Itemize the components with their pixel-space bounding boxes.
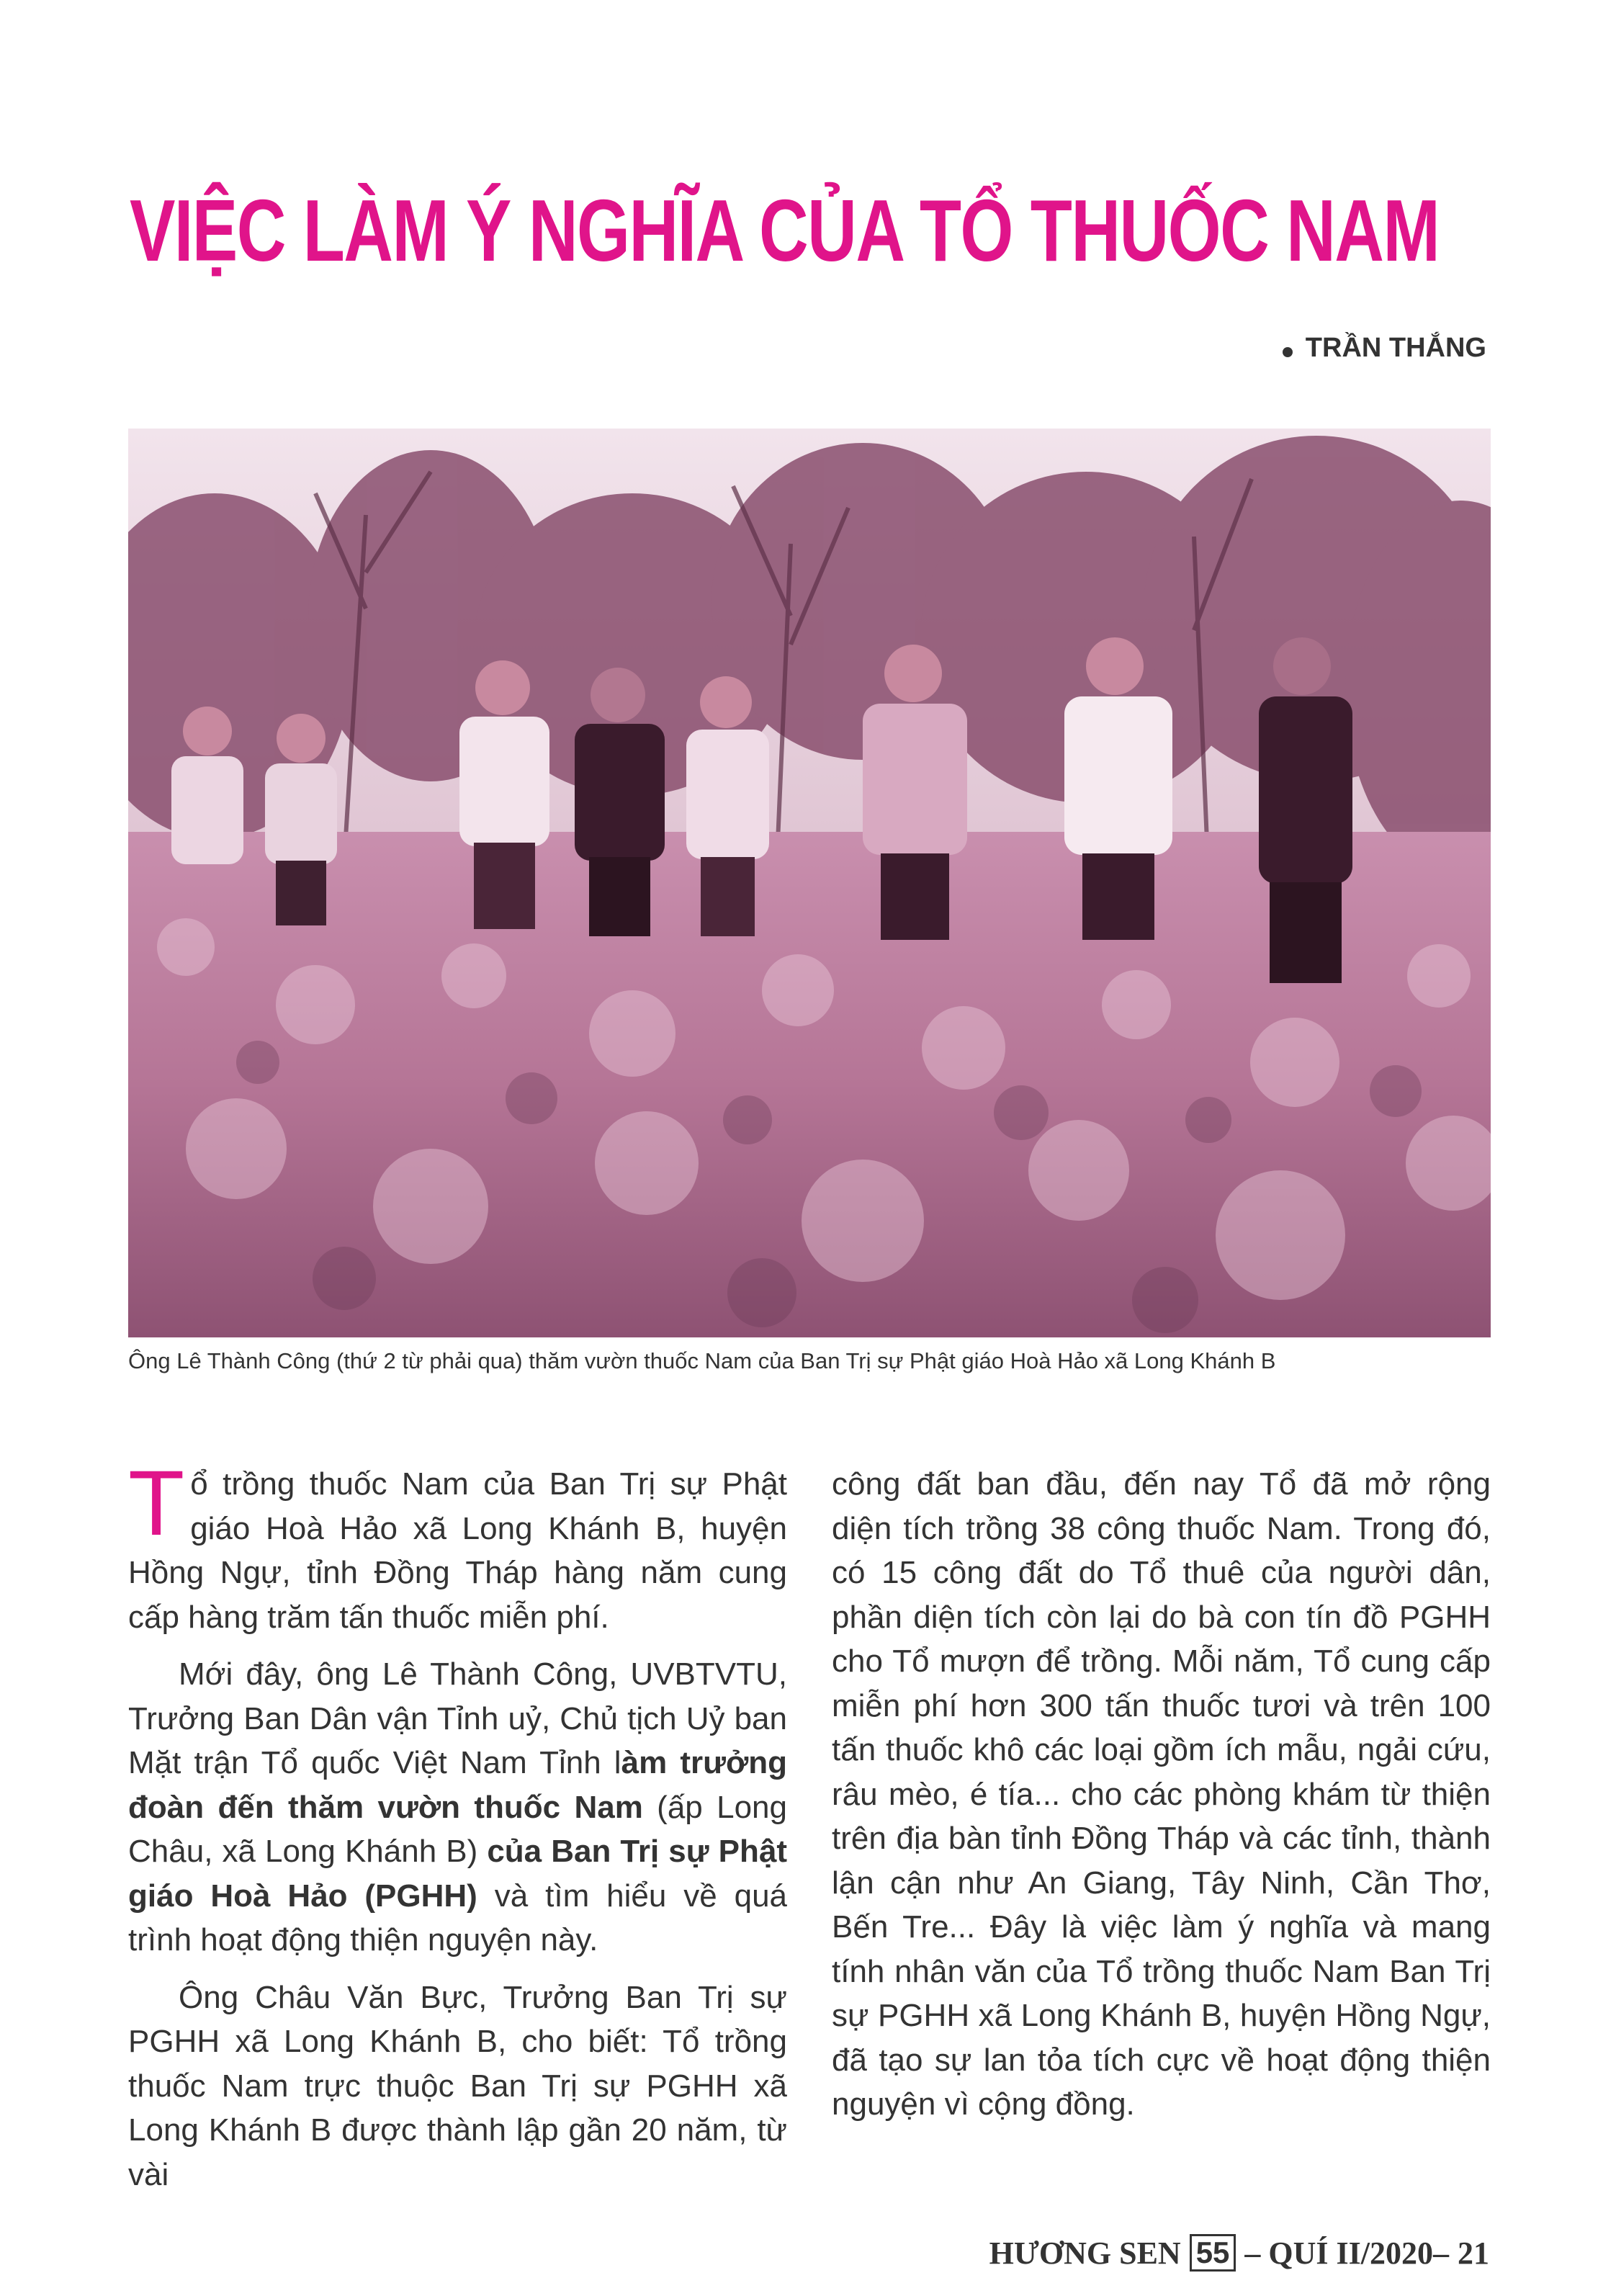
paragraph-3: Ông Châu Văn Bực, Trưởng Ban Trị sự PGHH xã Long Khánh B, cho biết: Tổ trồng thuốc Nam trực thuộc Ban Trị sự PGHH xã Long Khánh B được thành lập gần 20 năm, từ vài — [128, 1979, 787, 2192]
column-left — [128, 1452, 788, 2210]
column-right — [832, 1462, 1491, 2140]
issue-quarter: – QUÍ II/2020– — [1244, 2235, 1449, 2271]
photo-caption: Ông Lê Thành Công (thứ 2 từ phải qua) thăm vườn thuốc Nam của Ban Trị sự Phật giáo Hoà Hảo xã Long Khánh B — [128, 1348, 1276, 1373]
paragraph-4: công đất ban đầu, đến nay Tổ đã mở rộng diện tích trồng 38 công thuốc Nam. Trong đó, có 15 công đất do Tổ thuê của người dân, phần diện tích còn lại do bà con tín đồ PGHH cho Tổ mượn để trồng. Mỗi năm, Tổ cung cấp miễn phí hơn 300 tấn thuốc tươi và trên 100 tấn thuốc khô các loại gồm ích mẫu, ngải cứu, râu mèo, é tía... cho các phòng khám từ thiện trên địa bàn tỉnh Đồng Tháp và các tỉnh, thành lận cận như An Giang, Tây Ninh, Cần Thơ, Bến Tre... Đây là việc làm ý nghĩa và mang tính nhân văn của Tổ trồng thuốc Nam Ban Trị sự PGHH xã Long Khánh B, huyện Hồng Ngự, đã tạo sự lan tỏa tích cực về hoạt động thiện nguyện vì cộng đồng. — [832, 1466, 1491, 2122]
paragraph-2-text-b: (ấp Long Châu, xã Long Khánh B) — [128, 1789, 787, 1869]
author-name: TRẦN THẮNG — [1305, 333, 1486, 363]
paragraph-2-text-c: và tìm hiểu về quá trình hoạt động thiện nguyện này. — [128, 1878, 788, 1958]
magazine-name: HƯƠNG SEN — [989, 2235, 1181, 2271]
page-number: 21 — [1458, 2235, 1489, 2271]
paragraph-1 — [128, 1452, 787, 1639]
paragraph-1-text: ổ trồng thuốc Nam của Ban Trị sự Phật giáo Hoà Hảo xã Long Khánh B, huyện Hồng Ngự, tỉnh Đồng Tháp hàng năm cung cấp hàng trăm tấn thuốc miễn phí. — [128, 1466, 787, 1635]
paragraph-2-text-a: Mới đây, ông Lê Thành Công, UVBTVTU, Trưởng Ban Dân vận Tỉnh uỷ, Chủ tịch Uỷ ban Mặt trận Tổ quốc Việt Nam Tỉnh l — [128, 1656, 787, 1780]
byline — [1283, 333, 1486, 364]
article-photo — [128, 429, 1491, 1337]
paragraph-2-bold-a: àm trưởng đoàn đến thăm vườn thuốc Nam — [128, 1745, 787, 1825]
paragraph-2 — [128, 1652, 787, 1963]
garden-photo-illustration — [128, 429, 1491, 1337]
bullet-icon — [1283, 347, 1293, 357]
issue-number: 55 — [1190, 2234, 1236, 2272]
drop-cap: T — [128, 1452, 185, 1555]
article-title: VIỆC LÀM Ý NGHĨA CỦA TỔ THUỐC NAM — [130, 181, 1440, 279]
paragraph-2-bold-b: của Ban Trị sự Phật giáo Hoà Hảo (PGHH) — [128, 1834, 787, 1914]
page-footer — [989, 2234, 1489, 2272]
